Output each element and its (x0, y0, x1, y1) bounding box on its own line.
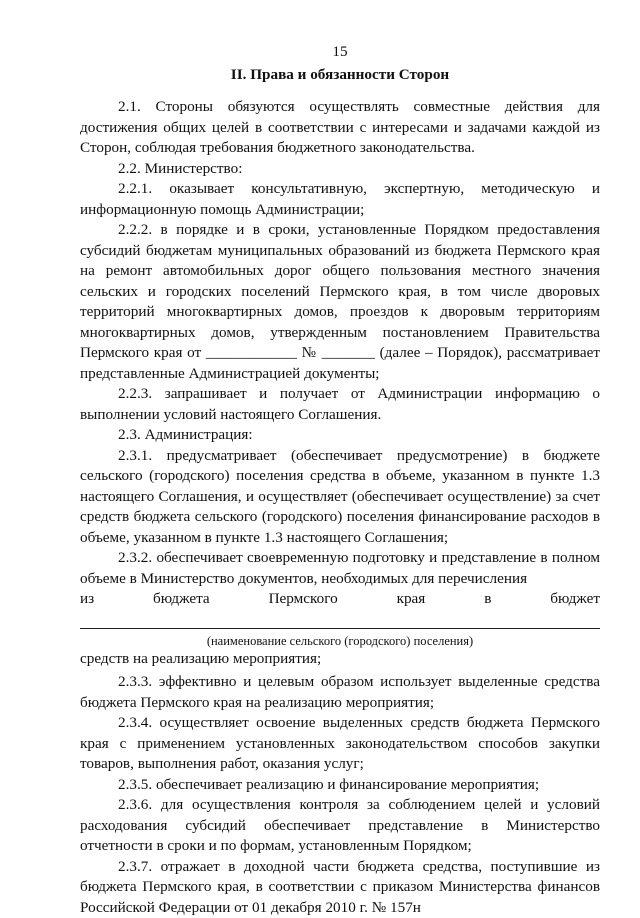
spread-word: из (80, 589, 94, 610)
paragraph-2-3: 2.3. Администрация: (80, 425, 600, 446)
paragraph-2-3-3: 2.3.3. эффективно и целевым образом использует выделенные средства бюджета Пермского края на реализацию мероприятия; (80, 672, 600, 713)
paragraph-2-3-5: 2.3.5. обеспечивает реализацию и финансирование мероприятия; (80, 775, 600, 796)
section-title: II. Права и обязанности Сторон (80, 65, 600, 86)
paragraph-2-1: 2.1. Стороны обязуются осуществлять совместные действия для достижения общих целей в соответствии с интересами и задачами каждой из Сторон, соблюдая требования бюджетного законодательства. (80, 97, 600, 159)
paragraph-2-2-3: 2.2.3. запрашивает и получает от Администрации информацию о выполнении условий настоящего Соглашения. (80, 384, 600, 425)
spread-word: бюджета (153, 589, 210, 610)
page-number: 15 (80, 42, 600, 63)
paragraph-2-3-7: 2.3.7. отражает в доходной части бюджета средства, поступившие из бюджета Пермского края, в соответствии с приказом Министерства финансов Российской Федерации от 01 декабря 2010 г. № 157н (80, 857, 600, 918)
spread-line (80, 589, 600, 610)
after-blank-text: средств на реализацию мероприятия; (80, 649, 600, 670)
paragraph-2-2: 2.2. Министерство: (80, 159, 600, 180)
blank-caption: (наименование сельского (городского) поселения) (80, 633, 600, 649)
fill-in-blank-line (80, 628, 600, 629)
paragraph-2-2-2: 2.2.2. в порядке и в сроки, установленные Порядком предоставления субсидий бюджетам муниципальных образований из бюджета Пермского края на ремонт автомобильных дорог общего пользования местного значения сельских и городских поселений Пермского края, в том числе дворовых территорий многоквартирных домов, проездов к дворовым территориям многоквартирных домов, утвержденным постановлением Правительства Пермского края от ____________ № _______ (далее – Порядок), рассматривает представленные Администрацией документы; (80, 220, 600, 384)
spread-word: края (397, 589, 426, 610)
paragraph-2-3-2: 2.3.2. обеспечивает своевременную подготовку и представление в полном объеме в Министерство документов, необходимых для перечисления (80, 548, 600, 589)
spread-word: Пермского (269, 589, 338, 610)
spread-word: в (484, 589, 491, 610)
paragraph-2-2-1: 2.2.1. оказывает консультативную, экспертную, методическую и информационную помощь Администрации; (80, 179, 600, 220)
paragraph-2-3-6: 2.3.6. для осуществления контроля за соблюдением целей и условий расходования субсидий обеспечивает представление в Министерство отчетности в сроки и по формам, установленным Порядком; (80, 795, 600, 857)
paragraph-2-3-4: 2.3.4. осуществляет освоение выделенных средств бюджета Пермского края с применением установленных законодательством способов закупки товаров, выполнения работ, оказания услуг; (80, 713, 600, 775)
spread-word: бюджет (550, 589, 600, 610)
paragraph-2-3-1: 2.3.1. предусматривает (обеспечивает предусмотрение) в бюджете сельского (городского) поселения средства в объеме, указанном в пункте 1.3 настоящего Соглашения, и осуществляет (обеспечивает осуществление) за счет средств бюджета сельского (городского) поселения финансирование расходов в объеме, указанном в пункте 1.3 настоящего Соглашения; (80, 446, 600, 549)
